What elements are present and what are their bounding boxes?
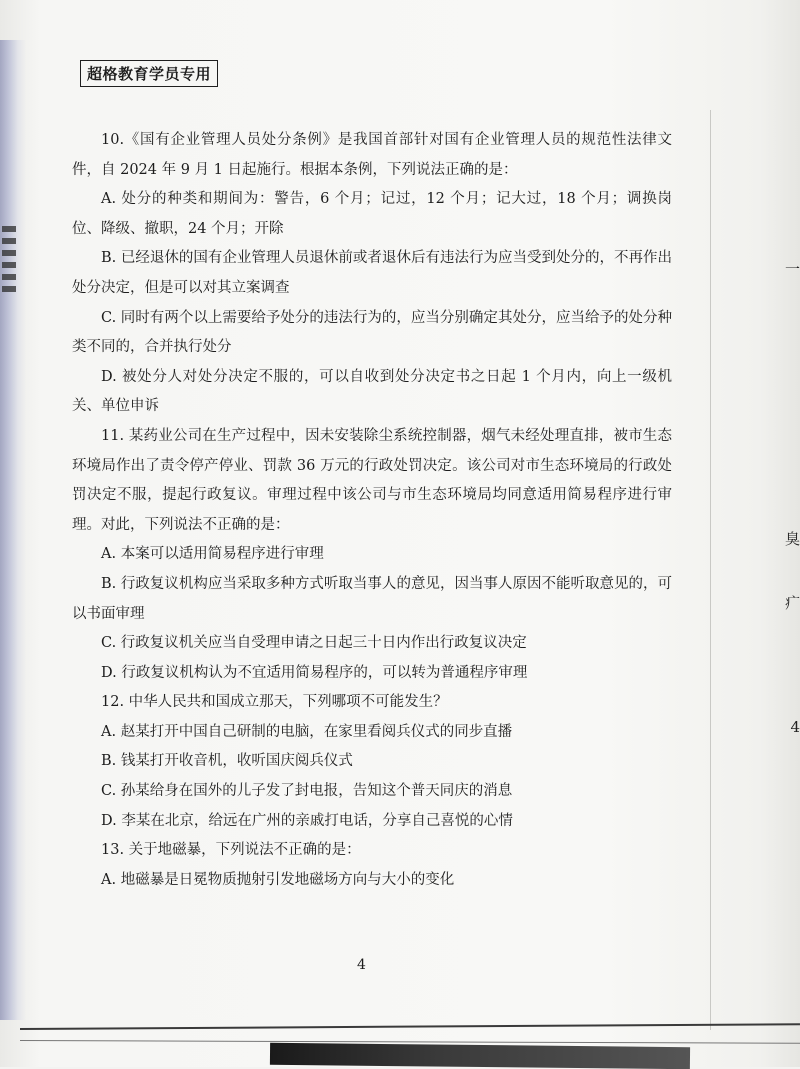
question-10-option-d: D. 被处分人对处分决定不服的，可以自收到处分决定书之日起 1 个月内，向上一级机关、单位申诉 (72, 368, 672, 415)
question-11-stem: 11. 某药业公司在生产过程中，因未安装除尘系统控制器，烟气未经处理直排，被市生态环境局作出了责令停产停业、罚款 36 万元的行政处罚决定。该公司对市生态环境局的行政处罚决定不服，提起行政复议。审理过程中该公司与市生态环境局均同意适用简易程序进行审理。对此，下列说法不正确的是： (72, 427, 672, 533)
adjacent-page-fragment: 4 (790, 718, 800, 736)
question-12-option-c: C. 孙某给身在国外的儿子发了封电报，告知这个普天同庆的消息 (101, 783, 513, 800)
question-body (72, 126, 672, 895)
question-11-option-c: C. 行政复议机关应当自受理申请之日起三十日内作出行政复议决定 (101, 635, 527, 652)
question-11-option-d: D. 行政复议机构认为不宜适用简易程序的，可以转为普通程序审理 (101, 664, 528, 681)
binding-marks (2, 220, 16, 340)
question-12-option-a: A. 赵某打开中国自己研制的电脑，在家里看阅兵仪式的同步直播 (101, 723, 513, 740)
question-13-option-a: A. 地磁暴是日冕物质抛射引发地磁场方向与大小的变化 (101, 871, 455, 888)
question-10-option-c: C. 同时有两个以上需要给予处分的违法行为的，应当分别确定其处分，应当给予的处分种类不同的，合并执行处分 (72, 309, 672, 356)
page-number: 4 (357, 957, 366, 973)
adjacent-page-fragment: 臭 (784, 530, 800, 548)
adjacent-page-fragment: 一 (784, 260, 800, 278)
binding-edge-shadow (0, 40, 26, 1020)
underlying-dark-object (270, 1043, 690, 1069)
owner-stamp: 超格教育学员专用 (80, 60, 218, 87)
page-bottom-edge (20, 1023, 800, 1030)
question-12-stem: 12. 中华人民共和国成立那天，下列哪项不可能发生？ (101, 694, 448, 711)
question-10-option-b: B. 已经退休的国有企业管理人员退休前或者退休后有违法行为应当受到处分的，不再作出处分决定，但是可以对其立案调查 (72, 250, 672, 296)
question-10-option-a: A. 处分的种类和期间为：警告，6 个月；记过，12 个月；记大过，18 个月；调换岗位、降级、撤职，24 个月；开除 (72, 191, 672, 237)
question-12-option-b: B. 钱某打开收音机，收听国庆阅兵仪式 (101, 753, 353, 770)
question-12-option-d: D. 李某在北京，给远在广州的亲戚打电话，分享自己喜悦的心情 (101, 812, 513, 829)
question-11-option-b: B. 行政复议机构应当采取多种方式听取当事人的意见，因当事人原因不能听取意见的，可以书面审理 (72, 575, 672, 622)
adjacent-page-edge (710, 110, 711, 1030)
adjacent-page-fragment: 疒 (784, 594, 800, 612)
question-13-stem: 13. 关于地磁暴，下列说法不正确的是： (101, 842, 361, 859)
question-11-option-a: A. 本案可以适用简易程序进行审理 (101, 546, 324, 563)
question-10-stem: 10.《国有企业管理人员处分条例》是我国首部针对国有企业管理人员的规范性法律文件，自 2024 年 9 月 1 日起施行。根据本条例，下列说法正确的是： (72, 132, 672, 178)
page-bottom-edge-shadow (20, 1040, 800, 1044)
